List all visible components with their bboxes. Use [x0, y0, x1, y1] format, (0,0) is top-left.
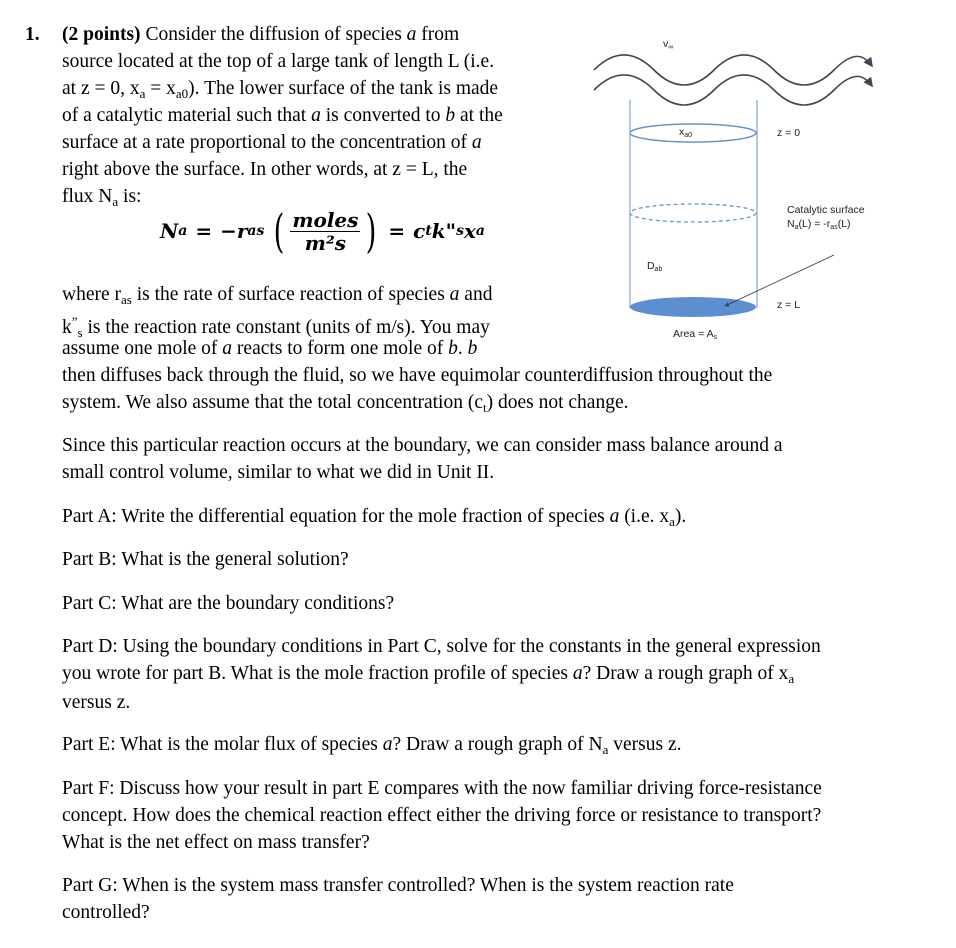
- text-segment: a: [112, 194, 119, 209]
- text-segment: and: [459, 284, 493, 305]
- text-segment: a: [382, 734, 393, 755]
- text-segment: k: [62, 317, 72, 338]
- eq-x-sub: a: [475, 223, 485, 239]
- dashed-ellipse: [630, 204, 756, 222]
- text-segment: s: [77, 325, 83, 340]
- text-segment: Part A: Write the differential equation for the mole fraction of species: [62, 506, 610, 527]
- question-number: 1.: [25, 24, 40, 45]
- top-concentration-label: $x_{a0}$: [679, 126, 693, 139]
- text-line: [62, 872, 734, 899]
- tank-drawing: [580, 30, 900, 350]
- paren-close: ): [366, 204, 377, 258]
- text-line: [62, 156, 467, 183]
- text-segment: controlled?: [62, 902, 150, 923]
- eq-k: k": [431, 219, 457, 243]
- eq-x: x: [463, 219, 476, 243]
- tank-diagram: [580, 30, 900, 350]
- text-segment: What is the net effect on mass transfer?: [62, 832, 370, 853]
- text-segment: = x: [145, 78, 176, 99]
- text-line: [62, 590, 394, 617]
- text-segment: (2 points): [62, 24, 141, 45]
- text-segment: ? Draw a rough graph of N: [392, 734, 603, 755]
- text-segment: flux N: [62, 186, 113, 207]
- text-segment: versus z.: [608, 734, 682, 755]
- text-segment: of a catalytic material such that: [62, 105, 312, 126]
- area-label: Area = $A_s$: [673, 328, 718, 341]
- text-line: [62, 432, 783, 459]
- text-segment: t: [483, 400, 487, 415]
- units-fraction: [290, 209, 360, 254]
- text-line: [62, 689, 130, 716]
- text-segment: a: [222, 338, 233, 359]
- text-line: [62, 129, 482, 156]
- flow-wave-1: [594, 55, 872, 85]
- text-line: [62, 335, 477, 362]
- text-segment: Since this particular reaction occurs at the boundary, we can consider mass balance around a: [62, 435, 783, 456]
- text-segment: Part F: Discuss how your result in part E compares with the now familiar driving force-resistance: [62, 778, 822, 799]
- paren-open: (: [273, 204, 285, 258]
- text-line: [62, 362, 772, 389]
- text-segment: a: [572, 663, 583, 684]
- text-segment: small control volume, similar to what we did in Unit II.: [62, 462, 495, 483]
- text-line: [62, 546, 349, 573]
- text-line: [62, 459, 494, 486]
- text-segment: is the rate of surface reaction of species: [131, 284, 450, 305]
- diffusivity-label: $D_{ab}$: [647, 260, 663, 273]
- text-segment: at z = 0, x: [62, 78, 140, 99]
- text-line: [62, 503, 686, 535]
- text-segment: b: [467, 338, 478, 359]
- text-segment: Part G: When is the system mass transfer controlled? When is the system reaction rate: [62, 875, 734, 896]
- eq-c-sub: t: [425, 223, 432, 239]
- text-segment: assume one mole of: [62, 338, 223, 359]
- text-segment: you wrote for part B. What is the mole fraction profile of species: [62, 663, 573, 684]
- text-segment: where r: [62, 284, 122, 305]
- text-line: [62, 183, 141, 215]
- eq-r: −r: [220, 219, 248, 243]
- text-segment: Part E: What is the molar flux of species: [62, 734, 383, 755]
- text-segment: a: [311, 105, 321, 126]
- z0-label: z = 0: [777, 127, 801, 139]
- eq-c: c: [413, 219, 426, 243]
- text-line: [62, 731, 682, 763]
- text-segment: Part B: What is the general solution?: [62, 549, 349, 570]
- text-segment: a: [788, 671, 795, 686]
- text-line: [62, 802, 821, 829]
- text-segment: a: [406, 24, 417, 45]
- text-segment: reacts to form one mole of: [232, 338, 449, 359]
- text-segment: a: [669, 514, 675, 529]
- text-segment: Part D: Using the boundary conditions in Part C, solve for the constants in the general expression: [62, 636, 821, 657]
- text-segment: is:: [118, 186, 142, 207]
- flow-wave-2: [594, 75, 872, 105]
- units-numerator: moles: [292, 207, 359, 232]
- text-segment: .: [457, 338, 468, 359]
- text-segment: Consider the diffusion of species: [140, 24, 407, 45]
- text-line: [62, 829, 370, 856]
- zL-label: z = L: [777, 299, 801, 311]
- text-segment: ).: [674, 506, 687, 527]
- text-segment: then diffuses back through the fluid, so we have equimolar counterdiffusion throughout the: [62, 365, 773, 386]
- top-ellipse: [630, 124, 756, 142]
- eq-r-sub: as: [247, 223, 265, 239]
- text-line: [62, 775, 822, 802]
- text-segment: concept. How does the chemical reaction effect either the driving force or resistance to transport?: [62, 805, 822, 826]
- eq-lhs-sub: a: [178, 223, 188, 239]
- text-segment: system. We also assume that the total concentration (c: [62, 392, 483, 413]
- text-line: [62, 21, 459, 48]
- text-segment: from: [416, 24, 460, 45]
- eq-lhs: N: [160, 219, 179, 243]
- text-segment: a: [609, 506, 620, 527]
- text-segment: ) does not change.: [486, 392, 629, 413]
- catalytic-flux-label: $N_a(L) = -r_{as}(L)$: [787, 218, 851, 231]
- text-segment: ? Draw a rough graph of x: [582, 663, 789, 684]
- text-line: [62, 899, 150, 926]
- text-line: [62, 48, 494, 75]
- eq-k-sub: s: [456, 223, 464, 239]
- text-segment: is converted to: [320, 105, 446, 126]
- text-segment: (i.e. x: [619, 506, 670, 527]
- text-segment: a: [602, 742, 609, 757]
- text-segment: a: [471, 132, 482, 153]
- text-segment: Part C: What are the boundary conditions?: [62, 593, 395, 614]
- text-segment: a: [449, 284, 460, 305]
- text-line: [62, 102, 503, 129]
- velocity-label: $v_\infty$: [663, 38, 674, 51]
- text-line: [62, 660, 794, 692]
- catalytic-surface-label: Catalytic surface: [787, 204, 865, 216]
- text-segment: right above the surface. In other words, at z = L, the: [62, 159, 468, 180]
- eq-equals: =: [195, 219, 213, 243]
- text-segment: surface at a rate proportional to the concentration of: [62, 132, 472, 153]
- text-segment: ). The lower surface of the tank is made: [188, 78, 499, 99]
- text-segment: as: [121, 292, 132, 307]
- text-line: [62, 633, 821, 660]
- text-segment: is the reaction rate constant (units of m/s). You may: [82, 317, 490, 338]
- eq-equals-2: =: [388, 219, 406, 243]
- text-segment: versus z.: [62, 692, 131, 713]
- text-segment: source located at the top of a large tank of length L (i.e.: [62, 51, 495, 72]
- text-segment: a0: [175, 86, 189, 101]
- text-segment: ”: [71, 314, 78, 329]
- text-segment: at the: [455, 105, 503, 126]
- units-denominator: m²s: [304, 230, 346, 255]
- flux-equation: [160, 204, 485, 258]
- text-segment: b: [445, 105, 456, 126]
- text-line: [62, 389, 629, 421]
- text-segment: b: [448, 338, 458, 359]
- text-segment: a: [139, 86, 146, 101]
